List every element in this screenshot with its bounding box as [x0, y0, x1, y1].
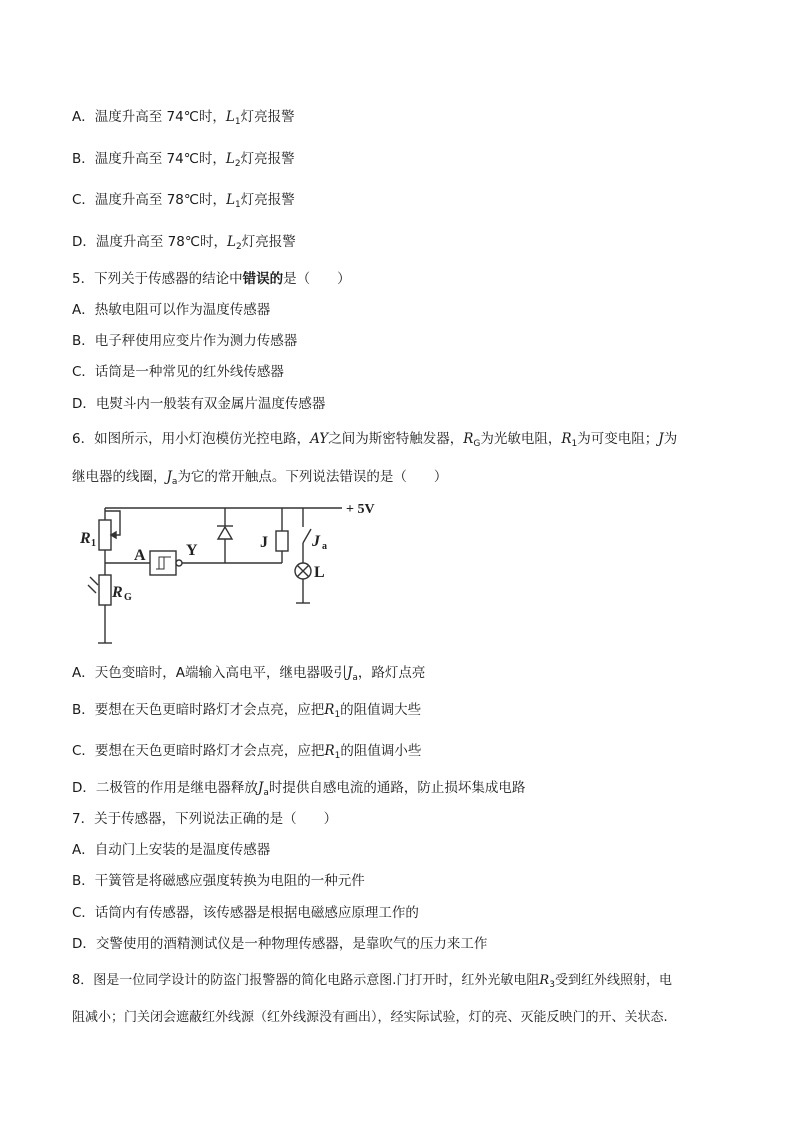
var-r1: R [324, 702, 335, 718]
option-text: A．温度升高至 74℃时， [72, 109, 226, 125]
lamp-label: L [314, 564, 325, 581]
lamp-symbol: L [225, 109, 235, 125]
var-j: J [658, 431, 664, 447]
stem-text: 之间为斯密特触发器， [328, 431, 464, 447]
subscript: a [171, 477, 178, 487]
subscript: 1 [235, 200, 241, 210]
rg-label-sub: G [124, 592, 132, 603]
q5-stem [72, 270, 351, 288]
q5-option-d[interactable]: D．电熨斗内一般装有双金属片温度传感器 [72, 396, 326, 412]
stem-text: 5．下列关于传感器的结论中 [72, 271, 243, 287]
option-text: 的阻值调大些 [340, 702, 422, 718]
r1-label-sub: 1 [91, 538, 96, 549]
subscript: 1 [334, 751, 341, 761]
supply-label: + 5V [346, 502, 375, 517]
ja-contact-label: J [312, 533, 320, 550]
q8-stem-line2: 阻减小；门关闭会遮蔽红外线源（红外线源没有画出），经实际试验，灯的亮、灭能反映门的开、关状态. [72, 1010, 668, 1025]
option-text: C．要想在天色更暗时路灯才会点亮，应把 [72, 743, 325, 759]
q6-option-d[interactable] [72, 779, 525, 802]
q6-option-a[interactable] [72, 664, 425, 687]
stem-emphasis: 错误的 [242, 271, 284, 287]
stem-text: 继电器的线圈， [72, 469, 167, 485]
subscript: 1 [234, 117, 241, 127]
lamp-symbol: L [225, 151, 235, 167]
q7-option-b[interactable]: B．干簧管是将磁感应强度转换为电阻的一种元件 [72, 873, 365, 889]
var-rg: R [463, 431, 474, 447]
a-terminal-label: A [134, 547, 146, 564]
option-text: ，路灯点亮 [357, 665, 426, 681]
q7-option-d[interactable]: D．交警使用的酒精测试仪是一种物理传感器，是靠吹气的压力来工作 [72, 936, 488, 952]
stem-text: 为光敏电阻， [480, 431, 562, 447]
stem-text: 8．图是一位同学设计的防盗门报警器的简化电路示意图.门打开时，红外光敏电阻 [72, 973, 540, 988]
lamp-symbol: L [227, 234, 236, 250]
q6-option-b[interactable] [72, 701, 421, 724]
subscript: 2 [234, 159, 241, 169]
var-r1: R [561, 431, 572, 447]
option-text: 灯亮报警 [240, 151, 295, 167]
light-arrow [90, 577, 98, 585]
q5-option-b[interactable]: B．电子秤使用应变片作为测力传感器 [72, 333, 298, 349]
q5-option-c[interactable]: C．话筒是一种常见的红外线传感器 [72, 364, 284, 380]
diode-triangle [218, 527, 232, 539]
light-arrow [88, 585, 96, 593]
q8-stem-line1 [72, 972, 672, 994]
var-ja: J [166, 469, 172, 485]
schmitt-trigger [150, 551, 176, 575]
option-text: 的阻值调小些 [340, 743, 422, 759]
var-ja: J [257, 780, 264, 796]
y-terminal-label: Y [186, 542, 198, 559]
lamp-symbol: L [226, 192, 236, 208]
q6-option-c[interactable] [72, 742, 421, 765]
j-coil-label: J [260, 534, 268, 551]
option-text: 灯亮报警 [240, 192, 295, 208]
q6-stem-line1 [72, 430, 677, 453]
stem-text: 为它的常开触点。下列说法错误的是（ ） [177, 469, 448, 485]
var-r1: R [324, 743, 335, 759]
var-ay: AY [310, 431, 329, 447]
option-text: C．温度升高至 78℃时， [72, 192, 227, 208]
q7-option-c[interactable]: C．话筒内有传感器，该传感器是根据电磁感应原理工作的 [72, 905, 419, 921]
subscript: 1 [334, 710, 341, 720]
option-text: B．要想在天色更暗时路灯才会点亮，应把 [72, 702, 325, 718]
subscript: G [473, 439, 481, 449]
option-text: D．二极管的作用是继电器释放 [72, 780, 258, 796]
q7-stem: 7．关于传感器，下列说法正确的是（ ） [72, 811, 338, 827]
option-text: 时提供自感电流的通路，防止损坏集成电路 [268, 780, 526, 796]
relay-contact-ja [303, 529, 311, 543]
stem-text: 为 [663, 431, 678, 447]
option-text: 灯亮报警 [241, 234, 296, 250]
schmitt-glyph [156, 557, 171, 569]
option-text: 灯亮报警 [240, 109, 295, 125]
r1-wiper-wire [105, 511, 120, 535]
inverter-bubble [176, 560, 182, 566]
q5-option-a[interactable]: A．热敏电阻可以作为温度传感器 [72, 302, 271, 318]
relay-coil [276, 531, 288, 551]
stem-text: 是（ ） [283, 271, 351, 287]
r1-label: R [80, 530, 91, 547]
rg-photoresistor [99, 575, 111, 605]
ja-contact-label-sub: a [322, 541, 327, 552]
stem-text: 受到红外线照射，电 [554, 973, 672, 988]
q4-option-a[interactable] [72, 108, 295, 131]
subscript: a [263, 788, 269, 798]
rg-label: R [112, 584, 123, 601]
stem-text: 6．如图所示，用小灯泡模仿光控电路， [72, 431, 311, 447]
q7-option-a[interactable]: A．自动门上安装的是温度传感器 [72, 842, 271, 858]
option-text: B．温度升高至 74℃时， [72, 151, 226, 167]
q4-option-d[interactable] [72, 233, 296, 256]
var-r3: R [539, 973, 550, 988]
stem-text: 为可变电阻； [577, 431, 659, 447]
subscript: 3 [549, 980, 555, 990]
var-ja: J [346, 665, 353, 681]
circuit-diagram [70, 493, 380, 651]
subscript: 1 [571, 439, 578, 449]
subscript: 2 [236, 242, 242, 252]
subscript: a [352, 673, 358, 683]
q4-option-c[interactable] [72, 191, 295, 214]
r1-wiper-arrow [111, 532, 116, 538]
q6-stem-line2 [72, 468, 447, 491]
q4-option-b[interactable] [72, 150, 295, 173]
r1-resistor [99, 520, 111, 550]
option-text: A．天色变暗时，A端输入高电平，继电器吸引 [72, 665, 347, 681]
option-text: D．温度升高至 78℃时， [72, 234, 228, 250]
